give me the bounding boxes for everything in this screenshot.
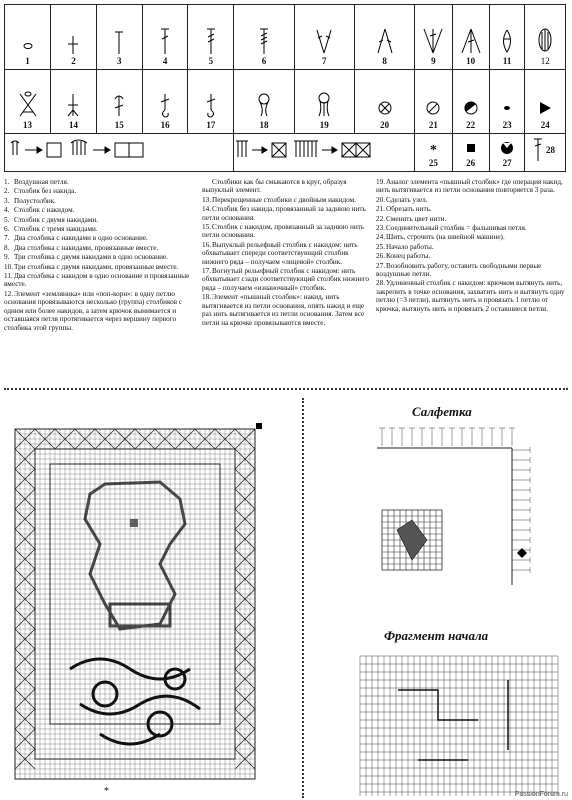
chain-stitch-icon xyxy=(22,26,34,54)
note-number: 15. xyxy=(202,223,211,232)
sc-back-loop-icon xyxy=(111,90,127,118)
note-item xyxy=(202,293,372,327)
napkin-title: Салфетка xyxy=(412,404,472,419)
legend-number: 18 xyxy=(259,120,269,130)
note-item xyxy=(376,243,566,251)
single-crochet-icon xyxy=(66,26,80,54)
note-number: 6. xyxy=(4,225,10,234)
note-text: Конец работы. xyxy=(386,252,431,261)
note-text: Полустолбик. xyxy=(14,196,56,205)
note-item xyxy=(4,234,192,242)
note-number: 16. xyxy=(202,240,211,249)
note-text: Вогнутый рельефный столбик с накидом: нить обхватывает сзади соответствующий столбик нижнего ряда – получаем «изнаночный» столбик. xyxy=(202,267,369,292)
legend-number: 8 xyxy=(382,55,387,66)
dc-back-loop-icon xyxy=(157,90,173,118)
note-number: 27. xyxy=(376,261,385,270)
legend-cell-1 xyxy=(5,5,51,70)
two-dc-joined-icon xyxy=(375,26,395,54)
note-text: Два столбика с накидом в одно основание и провязанные вместе. xyxy=(4,272,190,289)
note-text: Шить, строчить (на швейной машине). xyxy=(386,233,505,242)
front-post-dc-icon xyxy=(203,90,219,118)
legend-number: 22 xyxy=(466,120,476,130)
note-number: 18. xyxy=(202,293,211,302)
notes-column-1 xyxy=(4,178,192,333)
note-item xyxy=(202,196,372,204)
note-text: Сделать узел. xyxy=(386,195,428,204)
legend-cell-9 xyxy=(415,5,452,70)
note-text: Аналог элемента «пышный столбик» где операция накид, нить вытягивается из петли основания повторяется 3 раза. xyxy=(376,178,563,195)
legend-cell-18 xyxy=(234,69,294,134)
note-text: Возобновить работу, оставить свободными первые воздушные петли. xyxy=(376,261,542,279)
legend-cell-20 xyxy=(354,69,414,134)
filled-square-icon xyxy=(465,140,477,156)
double-crochet-icon xyxy=(158,26,172,54)
cut-thread-icon xyxy=(425,90,441,118)
legend-cell-14 xyxy=(51,69,97,134)
note-item xyxy=(4,197,192,205)
note-number: 24. xyxy=(376,233,385,242)
asterisk-icon: * xyxy=(429,143,437,158)
note-number: 12. xyxy=(4,289,13,298)
note-number: 17. xyxy=(202,267,211,276)
note-text: Выпуклый рельефный столбик с накидом: нить обхватывает спереди соответствующий столбик нижнего ряда – получаем «лицевой» столбик. xyxy=(202,240,358,266)
note-number: 22. xyxy=(376,214,385,223)
start-fragment-diagram xyxy=(358,650,560,800)
legend-cell-28 xyxy=(525,134,566,172)
note-number: 26. xyxy=(376,252,385,261)
legend-cell-6 xyxy=(234,5,294,70)
note-text: Столбик с тремя накидами. xyxy=(14,225,98,234)
legend-cell-3 xyxy=(96,5,142,70)
legend-cell-24 xyxy=(525,69,566,134)
legend-cell-25 xyxy=(415,134,452,172)
legend-number: 10 xyxy=(466,55,476,66)
note-number: 8. xyxy=(4,243,10,252)
legend-cell-8 xyxy=(354,5,414,70)
note-item xyxy=(202,267,372,292)
note-item xyxy=(4,290,192,332)
note-item xyxy=(4,216,192,224)
note-item xyxy=(4,272,192,289)
note-number: 23. xyxy=(376,224,385,233)
note-text: Столбик без накида. xyxy=(14,187,77,196)
legend-example-left xyxy=(5,134,234,172)
legend-number: 15 xyxy=(114,120,124,130)
note-number: 9. xyxy=(4,253,10,262)
note-text: Столбик без накида, провязанный за заднюю нить петли основания. xyxy=(202,205,366,222)
triple-treble-icon xyxy=(257,26,271,54)
legend-number: 3 xyxy=(117,55,122,66)
slip-stitch-dot-icon xyxy=(499,90,515,118)
note-number: 21. xyxy=(376,205,385,214)
note-number: 10. xyxy=(4,262,13,271)
note-text: Перекрещенные столбики с двойным накидом. xyxy=(212,195,356,204)
legend-number: 1 xyxy=(25,55,30,66)
note-number: 13. xyxy=(202,195,211,204)
note-text: Элемент «земляника» или «поп-корн»: в одну петлю основания провязываются несколько (группа) столбиков с одним или более накидов, а затем крючок вынимается и оставшаяся петля протягивается через вершину первого столбика этой группы. xyxy=(4,289,183,332)
note-number: 28. xyxy=(376,279,385,288)
note-text: Столбик с накидом, провязанный за заднюю нить петли основания. xyxy=(202,223,365,240)
three-tr-one-base-icon xyxy=(422,26,444,54)
legend-number: 2 xyxy=(71,55,76,66)
legend-number: 27 xyxy=(502,158,512,168)
note-item xyxy=(4,263,192,271)
legend-table xyxy=(4,4,566,172)
legend-number: 12 xyxy=(540,55,550,66)
puff-stitch-icon xyxy=(315,90,333,118)
popcorn-icon xyxy=(536,26,554,54)
note-text: Начало работы. xyxy=(386,242,434,251)
legend-cell-7 xyxy=(294,5,354,70)
legend-cell-16 xyxy=(142,69,188,134)
legend-cell-19 xyxy=(294,69,354,134)
legend-number: 26 xyxy=(466,158,476,168)
legend-number: 9 xyxy=(431,55,436,66)
treble-crochet-icon xyxy=(204,26,218,54)
legend-notes xyxy=(4,178,568,348)
legend-number: 23 xyxy=(502,120,512,130)
note-number: 14. xyxy=(202,205,211,214)
slip-stitch-icon xyxy=(112,26,126,54)
note-item xyxy=(202,241,372,266)
three-dc-joined-icon xyxy=(460,26,482,54)
legend-cell-12 xyxy=(525,5,566,70)
napkin-center-motif xyxy=(382,510,442,570)
note-number: 5. xyxy=(4,215,10,224)
legend-number: 7 xyxy=(322,55,327,66)
note-number: 2. xyxy=(4,187,10,196)
note-item xyxy=(376,215,566,223)
circle-filled-icon xyxy=(500,140,514,156)
symbol-legend xyxy=(4,4,566,172)
note-item xyxy=(4,187,192,195)
note-item xyxy=(4,244,192,252)
note-item xyxy=(4,225,192,233)
legend-number: 28 xyxy=(546,145,555,155)
note-text: Три столбика с двумя накидами, провязанные вместе. xyxy=(14,262,179,271)
note-text: Два столбика с накидами в одно основание. xyxy=(14,234,148,243)
note-number: 7. xyxy=(4,234,10,243)
note-item xyxy=(376,224,566,232)
site-watermark: PassionForum.ru xyxy=(514,791,568,798)
two-dc-one-base-joined-icon xyxy=(498,26,516,54)
legend-cell-4 xyxy=(142,5,188,70)
legend-number: 5 xyxy=(208,55,214,66)
legend-number: 13 xyxy=(23,120,33,130)
note-number: 25. xyxy=(376,242,385,251)
crossed-double-icon xyxy=(65,90,81,118)
cross-combination-icon xyxy=(234,137,414,163)
note-number: 1. xyxy=(4,178,10,186)
start-asterisk-icon: * xyxy=(104,786,109,797)
filet-dog-chart xyxy=(10,424,260,784)
fragment-grid xyxy=(360,656,558,796)
legend-number: 19 xyxy=(319,120,329,130)
legend-cell-26 xyxy=(452,134,489,172)
legend-number: 24 xyxy=(540,120,550,130)
legend-cell-17 xyxy=(188,69,234,134)
note-item xyxy=(376,279,566,313)
legend-number: 4 xyxy=(162,55,168,66)
note-item xyxy=(4,206,192,214)
legend-number: 16 xyxy=(160,120,170,130)
note-text: Столбик с двумя накидами. xyxy=(14,215,98,224)
back-post-dc-icon xyxy=(256,90,272,118)
crossed-stitches-icon xyxy=(17,90,39,118)
note-item xyxy=(202,178,372,195)
note-number: 20. xyxy=(376,195,385,204)
note-text: Два столбика с накидами, провязанные вместе. xyxy=(14,243,159,252)
note-item xyxy=(376,205,566,213)
legend-number: 20 xyxy=(380,120,390,130)
end-marker-icon xyxy=(256,423,262,429)
napkin-marker-icon xyxy=(517,548,527,558)
note-text: Соединительный столбик = фальшивая петля. xyxy=(386,224,527,233)
note-text: Сменить цвет нити. xyxy=(386,214,447,223)
note-item xyxy=(4,178,192,186)
legend-cell-21 xyxy=(415,69,452,134)
note-number: 4. xyxy=(4,206,10,215)
note-text: Столбик с накидом. xyxy=(14,206,75,215)
note-text: Три столбика с двумя накидами в одно основание. xyxy=(14,253,168,262)
legend-example-right xyxy=(234,134,415,172)
legend-number: 14 xyxy=(68,120,78,130)
legend-number: 21 xyxy=(428,120,438,130)
note-text: Воздушная петля. xyxy=(14,178,69,186)
notes-column-2 xyxy=(202,178,372,328)
column-divider xyxy=(302,398,304,798)
note-item xyxy=(376,252,566,260)
make-knot-icon xyxy=(377,90,393,118)
legend-cell-27 xyxy=(489,134,525,172)
legend-number: 6 xyxy=(261,55,267,66)
note-item xyxy=(376,262,566,279)
note-item xyxy=(376,178,566,195)
napkin-edge-stitches xyxy=(379,428,530,573)
start-arrow-icon xyxy=(537,90,553,118)
legend-cell-10 xyxy=(452,5,489,70)
note-text: Удлиненный столбик с накидом: крючком вытянуть нить, закрепить в точке основания, захватить нить и вытянуть одну петлю (=3 петли), вытянуть нить и провязать 1 петлю от крючка, вытянуть нить и провязать 2 оставшиеся петли. xyxy=(376,279,565,313)
section-divider xyxy=(4,388,568,390)
legend-number: 11 xyxy=(502,55,512,66)
legend-cell-13 xyxy=(5,69,51,134)
note-text: Столбики как бы смыкаются в круг, образуя выпуклый элемент. xyxy=(202,178,347,195)
change-color-icon xyxy=(463,90,479,118)
note-item xyxy=(202,223,372,240)
note-number: 19. xyxy=(376,178,385,186)
note-number: 11. xyxy=(4,272,13,281)
napkin-diagram xyxy=(372,420,542,590)
legend-cell-11 xyxy=(489,5,525,70)
legend-cell-23 xyxy=(489,69,525,134)
note-number: 3. xyxy=(4,196,10,205)
legend-cell-5 xyxy=(188,5,234,70)
notes-column-3 xyxy=(376,178,566,314)
note-item xyxy=(4,253,192,261)
note-item xyxy=(202,205,372,222)
note-text: Обрезать нить. xyxy=(386,205,432,214)
combination-example-icon xyxy=(9,137,229,163)
legend-cell-2 xyxy=(51,5,97,70)
note-item xyxy=(376,233,566,241)
legend-cell-15 xyxy=(96,69,142,134)
start-fragment-title: Фрагмент начала xyxy=(384,628,489,643)
note-text: Элемент «пышный столбик»: накид, нить вытягивается из петли основания, опять накид и еще раз нить вытягивается из петли основания. Затем все петли на крючке провязываются вместе. xyxy=(202,293,365,327)
legend-cell-22 xyxy=(452,69,489,134)
note-item xyxy=(376,196,566,204)
legend-number: 17 xyxy=(206,120,216,130)
legend-number: 25 xyxy=(428,158,438,168)
two-dc-one-base-icon xyxy=(314,26,334,54)
